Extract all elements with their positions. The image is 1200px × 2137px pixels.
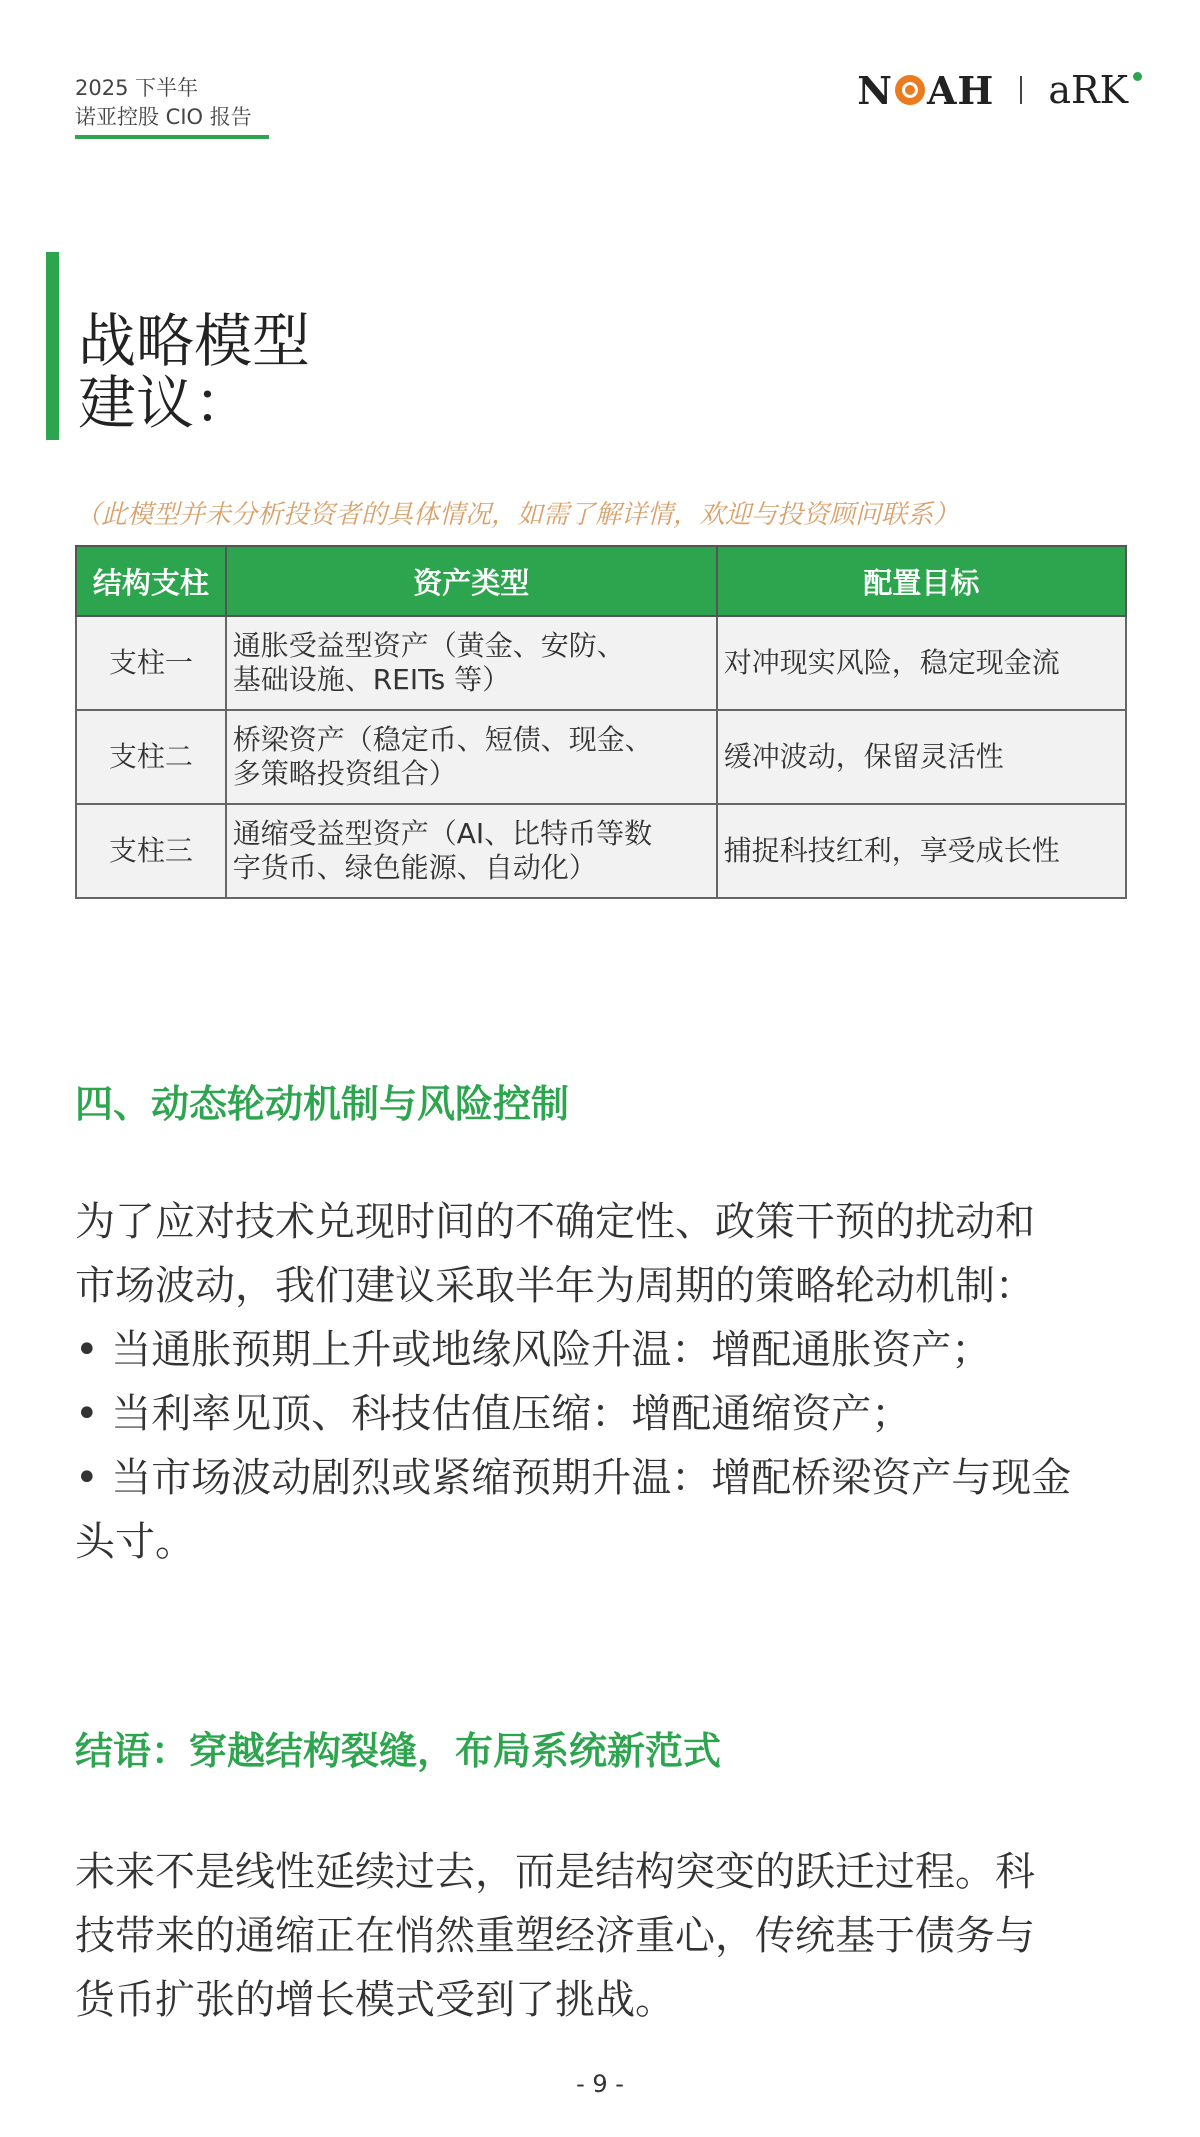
bullet-item: • 当通胀预期上升或地缘风险升温：增配通胀资产； bbox=[75, 1327, 992, 1373]
pillar-cell: 支柱一 bbox=[76, 616, 226, 710]
bullet-item: • 当市场波动剧烈或紧缩预期升温：增配桥梁资产与现金 bbox=[75, 1455, 1072, 1501]
header-underline bbox=[75, 135, 269, 139]
allocation-table bbox=[75, 545, 1127, 899]
page-number: - 9 - bbox=[576, 2070, 624, 2098]
goal-cell: 缓冲波动，保留灵活性 bbox=[717, 710, 1126, 804]
table-row bbox=[76, 616, 1126, 710]
asset-cell: 通胀受益型资产（黄金、安防、 基础设施、REITs 等） bbox=[226, 616, 717, 710]
conclusion-body: 未来不是线性延续过去，而是结构突变的跃迁过程。科 技带来的通缩正在悄然重塑经济重心，传统基于债务与 货币扩张的增长模式受到了挑战。 bbox=[75, 1849, 1035, 2023]
noah-logo: N AH bbox=[857, 67, 995, 113]
ark-dot-icon bbox=[1133, 72, 1142, 81]
asset-cell: 桥梁资产（稳定币、短债、现金、 多策略投资组合） bbox=[226, 710, 717, 804]
table-row bbox=[76, 804, 1126, 898]
logo-divider bbox=[1020, 76, 1022, 104]
report-header bbox=[75, 74, 269, 139]
pillar-cell: 支柱三 bbox=[76, 804, 226, 898]
header-asset-type: 资产类型 bbox=[226, 546, 717, 616]
table-row bbox=[76, 710, 1126, 804]
pillar-cell: 支柱二 bbox=[76, 710, 226, 804]
conclusion-heading: 结语：穿越结构裂缝，布局系统新范式 bbox=[75, 1729, 722, 1773]
header-pillar: 结构支柱 bbox=[76, 546, 226, 616]
disclaimer-note: （此模型并未分析投资者的具体情况，如需了解详情，欢迎与投资顾问联系） bbox=[75, 500, 960, 530]
title-accent-bar bbox=[46, 252, 59, 440]
noah-o-icon bbox=[895, 75, 925, 105]
report-name: 诺亚控股 CIO 报告 bbox=[75, 105, 252, 129]
ark-logo: aRK bbox=[1048, 68, 1128, 112]
report-period: 2025 下半年 bbox=[75, 76, 199, 100]
brand-logo bbox=[857, 66, 1128, 114]
goal-cell: 捕捉科技红利，享受成长性 bbox=[717, 804, 1126, 898]
bullet-item: • 当利率见顶、科技估值压缩：增配通缩资产； bbox=[75, 1391, 912, 1437]
section4-body: 为了应对技术兑现时间的不确定性、政策干预的扰动和 市场波动，我们建议采取半年为周期的策略轮动机制： • 当通胀预期上升或地缘风险升温：增配通胀资产； • 当利率见顶、科技估值压缩：增配通缩资产； • 当市场波动剧烈或紧缩预期升温：增配桥梁资产与现金 头寸。 bbox=[75, 1190, 1130, 1574]
header-goal: 配置目标 bbox=[717, 546, 1126, 616]
table-header-row bbox=[76, 546, 1126, 616]
section4-heading: 四、动态轮动机制与风险控制 bbox=[75, 1082, 570, 1126]
goal-cell: 对冲现实风险，稳定现金流 bbox=[717, 616, 1126, 710]
section-title: 战略模型 建议： bbox=[78, 307, 311, 437]
asset-cell: 通缩受益型资产（AI、比特币等数 字货币、绿色能源、自动化） bbox=[226, 804, 717, 898]
